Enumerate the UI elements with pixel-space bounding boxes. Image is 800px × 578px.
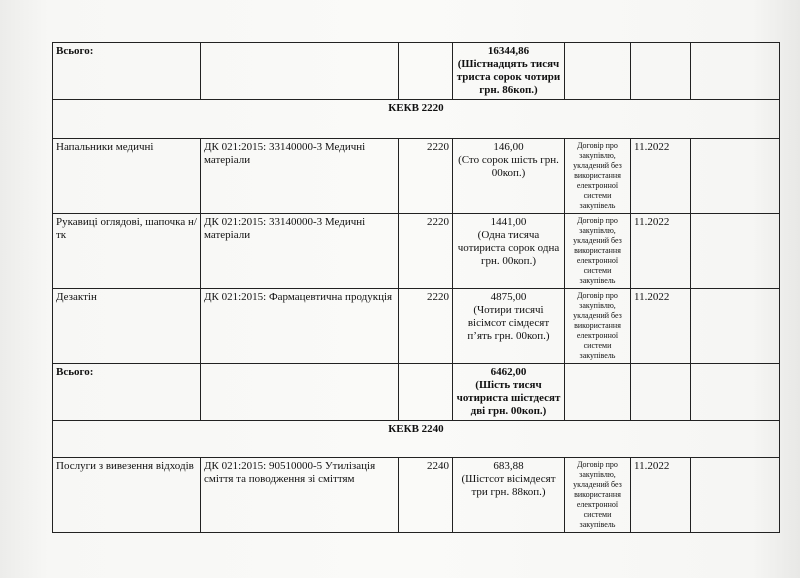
item-amount: 4875,00 (490, 291, 527, 303)
item-amount-cell (453, 289, 565, 364)
item-name: Послуги з вивезення відходів (53, 458, 201, 533)
section-header: КЕКВ 2220 (53, 100, 780, 139)
total-amount-cell (453, 364, 565, 421)
total-amount: 16344,86 (487, 45, 530, 57)
total-amount-cell (453, 43, 565, 100)
item-dk-code: ДК 021:2015: 33140000-3 Медичні матеріали (201, 214, 399, 289)
total-row (53, 43, 780, 100)
item-amount: 1441,00 (490, 216, 527, 228)
item-dk-code: ДК 021:2015: 33140000-3 Медичні матеріали (201, 139, 399, 214)
total-row (53, 364, 780, 421)
item-kekv: 2240 (399, 458, 453, 533)
item-amount-words: (Сто сорок шість грн. 00коп.) (458, 154, 559, 179)
item-date: 11.2022 (631, 214, 691, 289)
section-header: КЕКВ 2240 (53, 421, 780, 458)
item-amount-words: (Шістсот вісімдесят три грн. 88коп.) (461, 473, 556, 498)
item-amount-cell (453, 458, 565, 533)
procurement-table (52, 42, 780, 533)
item-amount: 683,88 (493, 460, 524, 472)
total-amount: 6462,00 (490, 366, 527, 378)
table-row (53, 214, 780, 289)
table-row (53, 458, 780, 533)
item-amount-cell (453, 139, 565, 214)
item-procedure: Договір про закупівлю, укладений без використання електронної системи закупівель (565, 139, 631, 214)
item-date: 11.2022 (631, 458, 691, 533)
item-amount-words: (Чотири тисячі вісімсот сімдесят п’ять грн. 00коп.) (467, 304, 550, 342)
item-name: Рукавиці оглядові, шапочка н/тк (53, 214, 201, 289)
total-amount-words: (Шістнадцять тисяч триста сорок чотири грн. 86коп.) (456, 58, 561, 96)
item-procedure: Договір про закупівлю, укладений без використання електронної системи закупівель (565, 214, 631, 289)
item-kekv: 2220 (399, 289, 453, 364)
table-row (53, 289, 780, 364)
item-dk-code: ДК 021:2015: Фармацевтична продукція (201, 289, 399, 364)
item-date: 11.2022 (631, 289, 691, 364)
total-amount-words: (Шість тисяч чотириста шістдесят дві грн. 00коп.) (456, 379, 561, 417)
item-amount-words: (Одна тисяча чотириста сорок одна грн. 00коп.) (457, 229, 560, 267)
total-label: Всього: (53, 43, 201, 100)
item-procedure: Договір про закупівлю, укладений без використання електронної системи закупівель (565, 458, 631, 533)
item-procedure: Договір про закупівлю, укладений без використання електронної системи закупівель (565, 289, 631, 364)
item-dk-code: ДК 021:2015: 90510000-5 Утилізація сміття та поводження зі сміттям (201, 458, 399, 533)
item-amount: 146,00 (493, 141, 524, 153)
section-header-row (53, 421, 780, 458)
item-kekv: 2220 (399, 214, 453, 289)
item-date: 11.2022 (631, 139, 691, 214)
total-label: Всього: (53, 364, 201, 421)
item-name: Напальники медичні (53, 139, 201, 214)
item-kekv: 2220 (399, 139, 453, 214)
section-header-row (53, 100, 780, 139)
table-row (53, 139, 780, 214)
item-amount-cell (453, 214, 565, 289)
item-name: Дезактін (53, 289, 201, 364)
